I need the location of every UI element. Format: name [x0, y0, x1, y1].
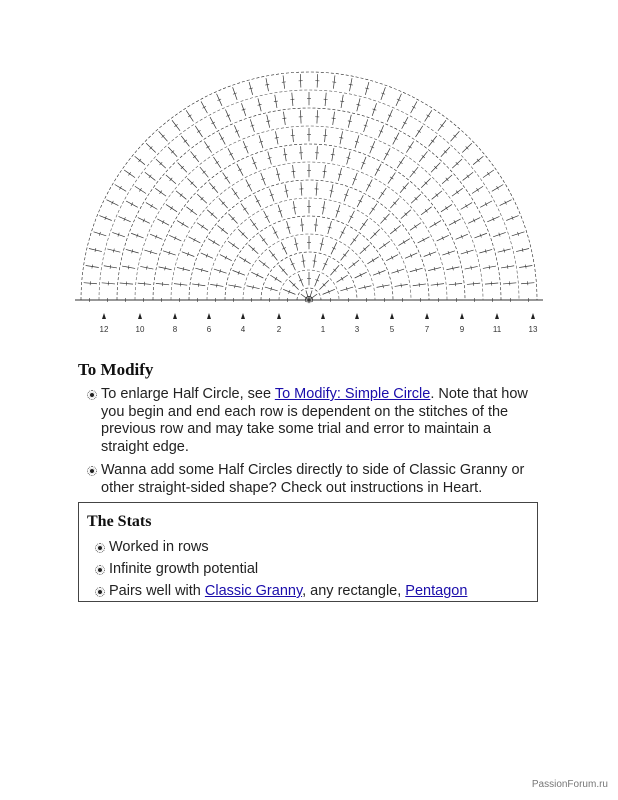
chart-stitch-bar [139, 188, 141, 191]
row-arrow-icon [390, 313, 394, 319]
chart-stitch-bar [232, 244, 234, 247]
chart-stitch-bar [170, 206, 172, 209]
chart-stitch-bar [340, 101, 344, 102]
chart-stitch-bar [353, 239, 356, 241]
chart-stitch-bar [151, 204, 153, 207]
chart-stitch-bar [471, 266, 472, 270]
row-label: 8 [172, 325, 178, 334]
row-label: 6 [206, 325, 212, 334]
modify-list [101, 386, 541, 503]
row-label: 2 [276, 325, 282, 334]
chart-stitch-bar [197, 130, 200, 132]
row-label: 11 [492, 325, 502, 334]
chart-stitch-bar [425, 209, 427, 212]
row-arrow-icon [321, 313, 325, 319]
chart-stitch-bar [284, 191, 288, 192]
list-item [101, 462, 541, 497]
chart-stitch-bar [372, 208, 375, 210]
stats-list [109, 539, 529, 605]
chart-stitch-bar [419, 283, 420, 287]
chart-row-arc [225, 216, 393, 300]
chart-stitch-bar [119, 186, 121, 189]
chart-stitch-bar [497, 186, 499, 189]
chart-row-arc [81, 72, 537, 300]
chart-stitch-bar [330, 191, 334, 192]
row-arrow-icon [173, 313, 177, 319]
bullet-icon [97, 545, 103, 551]
link-simple-circle[interactable]: To Modify: Simple Circle [274, 386, 431, 402]
row-label: 7 [424, 325, 430, 334]
chart-stitch-bar [213, 240, 215, 243]
chart-stitch-bar [372, 259, 374, 262]
chart-stitch-bar [262, 239, 265, 241]
chart-row-arc [297, 288, 321, 300]
chart-stitch-bar [440, 124, 443, 126]
chart-stitch-bar [265, 84, 269, 85]
modify-item-1-text-b: . Note that how you begin and end each row is dependent on the stitches of the previous row and may take some trial and error to maintain a straight edge. [101, 386, 528, 455]
chart-stitch-bar [301, 261, 305, 262]
chart-stitch-bar [417, 130, 420, 132]
chart-stitch-bar [383, 244, 385, 247]
chart-stitch-bar [390, 177, 393, 179]
chart-stitch-bar [507, 265, 508, 269]
stats-item-2: Infinite growth potential [109, 561, 259, 577]
chart-stitch-bar [362, 223, 365, 225]
chart-stitch-bar [206, 146, 209, 148]
row-arrow-icon [425, 313, 429, 319]
chart-stitch-bar [434, 222, 436, 225]
chart-stitch-bar [244, 259, 246, 262]
chart-stitch-bar [201, 225, 203, 228]
list-item [109, 561, 529, 579]
chart-stitch-bar [456, 191, 458, 194]
chart-stitch-bar [525, 265, 526, 269]
row-label: 13 [528, 325, 538, 334]
stats-box [78, 502, 538, 602]
chart-stitch-bar [427, 115, 430, 117]
row-label: 10 [135, 325, 145, 334]
chart-stitch-bar [235, 284, 236, 288]
chart-stitch-bar [383, 284, 384, 288]
link-classic-granny[interactable]: Classic Granny [204, 583, 303, 599]
stats-item-1: Worked in rows [109, 539, 209, 555]
chart-stitch-bar [159, 191, 161, 194]
chart-stitch-bar [110, 265, 111, 269]
row-arrow-icon [207, 313, 211, 319]
watermark: PassionForum.ru [531, 779, 608, 790]
modify-item-2-text: Wanna add some Half Circles directly to side of Classic Granny or other straight-sided shape? Check out instructions in Heart. [101, 462, 525, 496]
row-label: 3 [354, 325, 360, 334]
row-arrow-icon [138, 313, 142, 319]
chart-stitch-bar [146, 266, 147, 270]
chart-stitch-bar [198, 283, 199, 287]
chart-stitch-bar [381, 192, 384, 194]
stats-heading: The Stats [87, 513, 152, 530]
stats-item-3-a: Pairs well with [109, 583, 205, 599]
list-item [101, 386, 541, 456]
chart-stitch-bar [292, 207, 296, 208]
chart-stitch-bar [275, 277, 277, 280]
chart-stitch-bar [165, 266, 166, 270]
chart-stitch-bar [403, 240, 405, 243]
chart-stitch-bar [282, 118, 286, 119]
chart-stitch-bar [243, 208, 246, 210]
row-label: 9 [459, 325, 465, 334]
row-arrow-icon [355, 313, 359, 319]
row-label: 4 [240, 325, 246, 334]
row-arrow-icon [102, 313, 106, 319]
chart-stitch-bar [414, 225, 416, 228]
row-label: 1 [320, 325, 326, 334]
bullet-icon [97, 567, 103, 573]
row-arrow-icon [241, 313, 245, 319]
stats-item-3-b: , any rectangle, [302, 583, 406, 599]
row-label: 5 [389, 325, 395, 334]
chart-stitch-bar [489, 265, 490, 269]
row-arrow-icon [531, 313, 535, 319]
chart-stitch-bar [341, 277, 343, 280]
chart-stitch-bar [322, 207, 326, 208]
chart-svg [0, 60, 618, 350]
chart-stitch-bar [401, 283, 402, 287]
list-item [109, 583, 529, 601]
chart-stitch-bar [452, 266, 453, 270]
chart-stitch-bar [128, 172, 130, 175]
chart-stitch-bar [399, 161, 402, 163]
chart-stitch-bar [349, 84, 353, 85]
half-circle-crochet-chart [0, 60, 618, 350]
chart-stitch-bar [188, 115, 191, 117]
chart-stitch-bar [331, 154, 335, 155]
chart-stitch-bar [174, 124, 177, 126]
chart-stitch-bar [445, 206, 447, 209]
chart-stitch-bar [274, 101, 278, 102]
chart-stitch-bar [313, 261, 317, 262]
to-modify-heading: To Modify [78, 360, 154, 379]
chart-stitch-bar [476, 188, 478, 191]
chart-stitch-bar [128, 265, 129, 269]
list-item [109, 539, 529, 557]
chart-stitch-bar [339, 137, 343, 138]
row-arrow-icon [460, 313, 464, 319]
row-arrow-icon [495, 313, 499, 319]
chart-stitch-bar [225, 177, 228, 179]
chart-stitch-bar [92, 265, 93, 269]
chart-stitch-bar [216, 283, 217, 287]
chart-stitch-bar [487, 172, 489, 175]
link-pentagon[interactable]: Pentagon [405, 583, 468, 599]
chart-stitch-bar [182, 222, 184, 225]
chart-stitch-bar [275, 137, 279, 138]
modify-item-1-text-a: To enlarge Half Circle, see [101, 386, 275, 402]
chart-stitch-bar [190, 209, 192, 212]
chart-row-arc [99, 90, 519, 300]
row-arrow-icon [277, 313, 281, 319]
bullet-icon [97, 589, 103, 595]
bullet-icon [89, 392, 95, 398]
chart-stitch-bar [234, 192, 237, 194]
chart-stitch-bar [283, 154, 287, 155]
bullet-icon [89, 468, 95, 474]
chart-stitch-bar [253, 223, 256, 225]
chart-stitch-bar [408, 146, 411, 148]
chart-stitch-bar [215, 161, 218, 163]
row-label: 12 [99, 325, 109, 334]
chart-stitch-bar [465, 204, 467, 207]
chart-stitch-bar [332, 118, 336, 119]
